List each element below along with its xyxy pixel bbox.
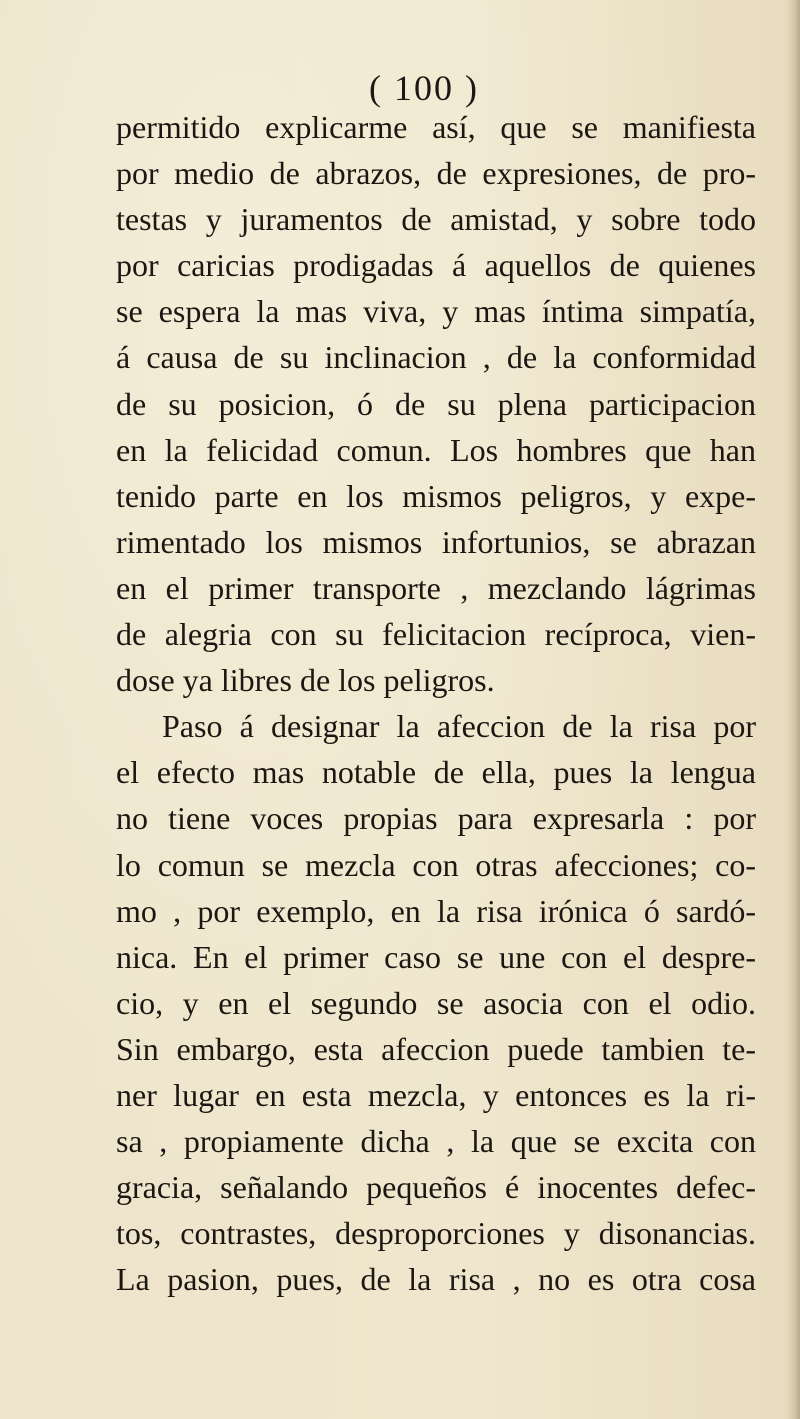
- text-line: gracia, señalando pequeños é inocentes defec-: [116, 1169, 756, 1206]
- text-line: se espera la mas viva, y mas íntima simpatía,: [116, 293, 756, 330]
- text-line: de su posicion, ó de su plena participacion: [116, 385, 756, 422]
- text-line: tos, contrastes, desproporciones y disonancias.: [116, 1215, 756, 1252]
- text-line: lo comun se mezcla con otras afecciones; co-: [116, 846, 756, 883]
- paragraph-start-line: Paso á designar la afeccion de la risa por: [162, 708, 756, 745]
- page-edge-shadow: [786, 0, 800, 1419]
- text-line: tenido parte en los mismos peligros, y expe-: [116, 477, 756, 514]
- text-line: por caricias prodigadas á aquellos de quienes: [116, 247, 756, 284]
- text-line: sa , propiamente dicha , la que se excita con: [116, 1123, 756, 1160]
- page-number: ( 100 ): [369, 68, 479, 108]
- text-line: testas y juramentos de amistad, y sobre todo: [116, 201, 756, 238]
- text-line: de alegria con su felicitacion recíproca, vien-: [116, 616, 756, 653]
- text-line: mo , por exemplo, en la risa irónica ó sardó-: [116, 892, 756, 929]
- text-line: el efecto mas notable de ella, pues la lengua: [116, 754, 756, 791]
- text-line: rimentado los mismos infortunios, se abrazan: [116, 523, 756, 560]
- text-line: cio, y en el segundo se asocia con el odio.: [116, 984, 756, 1021]
- text-line: Sin embargo, esta afeccion puede tambien te-: [116, 1030, 756, 1067]
- text-line: por medio de abrazos, de expresiones, de pro-: [116, 155, 756, 192]
- text-line: permitido explicarme así, que se manifiesta: [116, 109, 756, 145]
- text-line: La pasion, pues, de la risa , no es otra cosa: [116, 1261, 756, 1298]
- text-line: en el primer transporte , mezclando lágrimas: [116, 569, 756, 606]
- body-text: [116, 104, 756, 1302]
- text-line: á causa de su inclinacion , de la conformidad: [116, 339, 756, 376]
- text-line: nica. En el primer caso se une con el despre-: [116, 938, 756, 975]
- text-line: no tiene voces propias para expresarla : por: [116, 800, 756, 837]
- text-line: ner lugar en esta mezcla, y entonces es la ri-: [116, 1076, 756, 1113]
- text-line: en la felicidad comun. Los hombres que han: [116, 431, 756, 468]
- paragraph-end-line: dose ya libres de los peligros.: [116, 662, 495, 699]
